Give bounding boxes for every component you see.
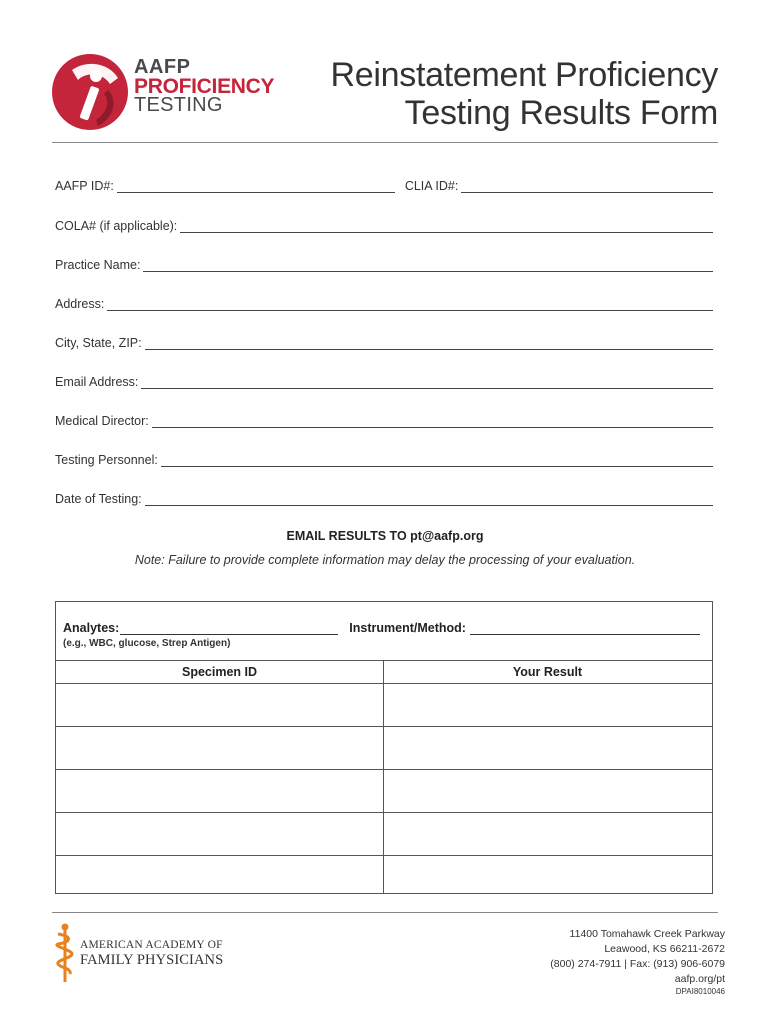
instrument-method-label: Instrument/Method: <box>349 621 466 635</box>
date-of-testing-label: Date of Testing: <box>55 492 142 506</box>
aafp-proficiency-testing-logo <box>52 50 282 134</box>
date-of-testing-field[interactable] <box>145 494 713 506</box>
contact-address <box>550 927 725 987</box>
page-title <box>331 56 718 132</box>
logo-wordmark <box>134 58 274 115</box>
testing-personnel-row <box>55 451 713 467</box>
city-state-zip-label: City, State, ZIP: <box>55 336 142 350</box>
cola-label: COLA# (if applicable): <box>55 219 178 233</box>
specimen-id-cell-5[interactable] <box>56 856 383 894</box>
logo-line-proficiency: PROFICIENCY <box>134 75 275 98</box>
specimen-id-cell-3[interactable] <box>56 770 383 812</box>
testing-personnel-label: Testing Personnel: <box>55 453 158 467</box>
specimen-id-cell-4[interactable] <box>56 813 383 855</box>
email-label: Email Address: <box>55 375 139 389</box>
title-line-2: Testing Results Form <box>404 94 718 132</box>
completeness-note: Note: Failure to provide complete information may delay the processing of your evaluation. <box>134 553 636 567</box>
practice-name-row <box>55 256 713 272</box>
clia-id-label: CLIA ID#: <box>404 179 459 193</box>
title-line-1: Reinstatement Proficiency <box>330 56 718 94</box>
logo-line-aafp: AAFP <box>134 56 191 78</box>
practice-name-field[interactable] <box>143 260 713 272</box>
organization-name <box>80 938 223 968</box>
email-field[interactable] <box>141 377 713 389</box>
caduceus-icon <box>54 922 76 984</box>
footer-divider <box>52 912 718 913</box>
medical-director-label: Medical Director: <box>55 414 149 428</box>
result-cell-2[interactable] <box>384 727 712 769</box>
instrument-method-field[interactable] <box>470 623 700 635</box>
cola-field[interactable] <box>180 221 713 233</box>
phone-fax: (800) 274-7911 | Fax: (913) 906-6079 <box>550 958 725 970</box>
document-code: DPAI8010046 <box>675 987 725 996</box>
analytes-label: Analytes: <box>63 621 120 635</box>
address-street: 11400 Tomahawk Creek Parkway <box>569 928 725 940</box>
address-label: Address: <box>55 297 105 311</box>
website-link[interactable]: aafp.org/pt <box>674 973 725 985</box>
city-state-zip-row <box>55 334 713 350</box>
aafp-id-label: AAFP ID#: <box>55 179 114 193</box>
analytes-example: (e.g., WBC, glucose, Strep Antigen) <box>63 638 231 649</box>
column-header-specimen-id: Specimen ID <box>181 665 258 679</box>
city-state-zip-field[interactable] <box>145 338 713 350</box>
testing-personnel-field[interactable] <box>161 455 713 467</box>
result-cell-3[interactable] <box>384 770 712 812</box>
medical-director-field[interactable] <box>152 416 713 428</box>
date-of-testing-row <box>55 490 713 506</box>
cola-row <box>55 217 713 233</box>
email-results-instruction: EMAIL RESULTS TO pt@aafp.org <box>286 529 484 543</box>
org-name-line-2: FAMILY PHYSICIANS <box>80 952 224 968</box>
analytes-instrument-row <box>63 621 700 635</box>
results-box <box>55 601 713 894</box>
results-table <box>56 660 712 893</box>
result-cell-5[interactable] <box>384 856 712 894</box>
logo-line-testing: TESTING <box>134 94 223 116</box>
result-cell-4[interactable] <box>384 813 712 855</box>
specimen-id-cell-2[interactable] <box>56 727 383 769</box>
analytes-field[interactable] <box>120 623 338 635</box>
clia-id-field[interactable] <box>461 181 713 193</box>
aafp-pt-logo-icon <box>52 50 136 134</box>
aafp-id-field[interactable] <box>117 181 395 193</box>
american-academy-of-family-physicians-logo <box>54 922 224 984</box>
org-name-line-1: AMERICAN ACADEMY OF <box>80 939 223 951</box>
specimen-id-cell-1[interactable] <box>56 684 383 726</box>
header-divider <box>52 142 718 143</box>
result-cell-1[interactable] <box>384 684 712 726</box>
medical-director-row <box>55 412 713 428</box>
id-fields-row <box>55 177 713 193</box>
email-row <box>55 373 713 389</box>
address-row <box>55 295 713 311</box>
address-city: Leawood, KS 66211-2672 <box>604 943 725 955</box>
address-field[interactable] <box>107 299 713 311</box>
practice-name-label: Practice Name: <box>55 258 141 272</box>
column-header-your-result: Your Result <box>512 665 583 679</box>
